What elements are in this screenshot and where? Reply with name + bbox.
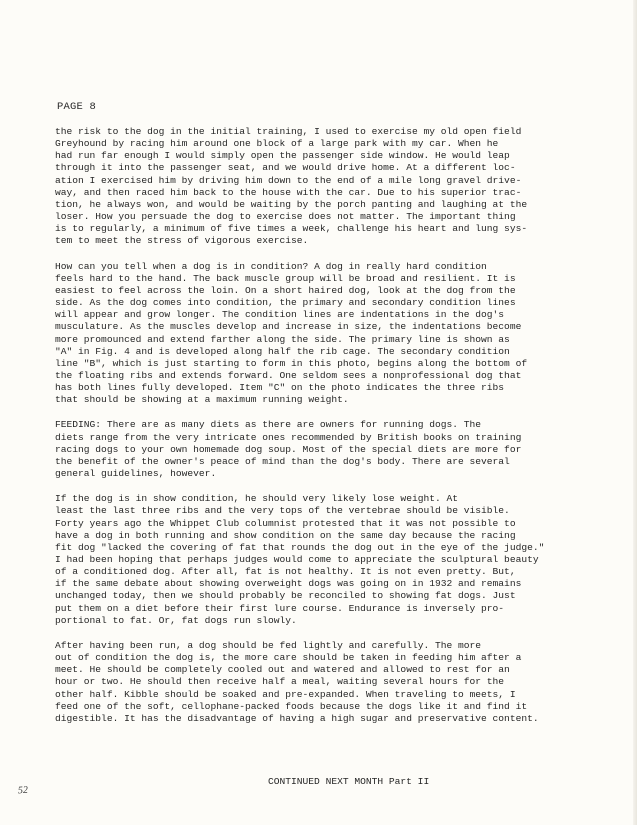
text-line: the benefit of the owner's peace of mind than the dog's body. There are several — [55, 455, 510, 467]
text-line: of a conditioned dog. After all, fat is not healthy. It is not even pretty. But, — [55, 566, 516, 578]
text-line: out of condition the dog is, the more care should be taken in feeding him after a — [55, 652, 522, 664]
text-line: through it into the passenger seat, and we would drive home. At a different loc- — [55, 162, 516, 174]
paragraph — [55, 126, 615, 248]
text-line: easiest to feel across the loin. On a short haired dog, look at the dog from the — [55, 284, 516, 296]
text-line: the floating ribs and extends forward. One seldom sees a nonprofessional dog that — [55, 369, 522, 381]
text-line: racing dogs to your own homemade dog soup. Most of the special diets are more for — [55, 443, 522, 455]
text-line: side. As the dog comes into condition, the primary and secondary condition lines — [55, 297, 516, 309]
text-line: hour or two. He should then receive half a meal, waiting several hours for the — [55, 676, 505, 688]
text-line: portional to fat. Or, fat dogs run slowly. — [55, 614, 297, 626]
paragraph — [55, 640, 615, 725]
paragraph-gap — [55, 248, 615, 261]
text-line: loser. How you persuade the dog to exercise does not matter. The important thing — [55, 211, 516, 223]
paragraph-gap — [55, 480, 615, 493]
page-number: PAGE 8 — [57, 101, 97, 113]
continued-footer: CONTINUED NEXT MONTH Part II — [268, 776, 430, 787]
paragraph — [55, 493, 615, 627]
text-line: other half. Kibble should be soaked and pre-expanded. When traveling to meets, I — [55, 688, 516, 700]
text-line: I had been hoping that perhaps judges would come to appreciate the sculptural beauty — [55, 554, 539, 565]
text-line: is to regularly, a minimum of five times a week, challenge his heart and lung sys- — [55, 223, 528, 235]
text-line: diets range from the very intricate ones recommended by British books on training — [55, 431, 522, 443]
text-line: the risk to the dog in the initial training, I used to exercise my old open field — [55, 126, 522, 137]
text-line: least the last three ribs and the very tops of the vertebrae should be visible. — [55, 505, 510, 517]
page-edge — [633, 0, 637, 825]
text-line: Greyhound by racing him around one block of a large park with my car. When he — [55, 138, 499, 150]
text-line: has both lines fully developed. Item "C" on the photo indicates the three ribs — [55, 382, 505, 394]
text-line: meet. He should be completely cooled out and watered and allowed to rest for an — [55, 664, 510, 676]
paragraph-gap — [55, 406, 615, 419]
article-body — [55, 126, 615, 725]
text-line: had run far enough I would simply open the passenger side window. He would leap — [55, 150, 510, 162]
text-line: that should be showing at a maximum running weight. — [55, 394, 349, 406]
text-line: put them on a diet before their first lure course. Endurance is inversely pro- — [55, 602, 505, 614]
text-line: digestible. It has the disadvantage of having a high sugar and preservative content. — [55, 712, 539, 724]
text-line: feed one of the soft, cellophane-packed foods because the dogs like it and find it — [55, 700, 528, 712]
handwritten-page-note: 52 — [17, 784, 29, 797]
text-line: general guidelines, however. — [55, 468, 217, 480]
text-line: way, and then raced him back to the house with the car. Due to his superior trac- — [55, 186, 522, 198]
paragraph — [55, 261, 615, 407]
text-line: FEEDING: There are as many diets as there are owners for running dogs. The — [55, 419, 482, 431]
text-line: After having been run, a dog should be fed lightly and carefully. The more — [55, 639, 482, 651]
text-line: Forty years ago the Whippet Club columnist protested that it was not possible to — [55, 517, 516, 529]
paragraph-gap — [55, 627, 615, 640]
text-line: tem to meet the stress of vigorous exercise. — [55, 235, 309, 247]
text-line: have a dog in both running and show condition on the same day because the racing — [55, 529, 516, 541]
text-line: How can you tell when a dog is in condition? A dog in really hard condition — [55, 260, 487, 272]
text-line: tion, he always won, and would be waiting by the porch panting and laughing at the — [55, 198, 528, 210]
text-line: more promounced and extend farther along the side. The primary line is shown as — [55, 333, 510, 345]
text-line: will appear and grow longer. The condition lines are indentations in the dog's — [55, 309, 505, 321]
text-line: unchanged today, then we should probably be reconciled to showing fat dogs. Just — [55, 590, 516, 602]
text-line: feels hard to the hand. The back muscle group will be broad and resilient. It is — [55, 272, 516, 284]
paragraph — [55, 419, 615, 480]
text-line: musculature. As the muscles develop and increase in size, the indentations become — [55, 321, 522, 333]
text-line: "A" in Fig. 4 and is developed along half the rib cage. The secondary condition — [55, 345, 510, 357]
text-line: fit dog "lacked the covering of fat that rounds the dog out in the eye of the judge." — [55, 541, 545, 553]
text-line: ation I exercised him by driving him down to the end of a mile long gravel drive- — [55, 174, 522, 186]
text-line: If the dog is in show condition, he should very likely lose weight. At — [55, 493, 459, 505]
text-line: if the same debate about showing overweight dogs was going on in 1932 and remains — [55, 578, 522, 590]
text-line: line "B", which is just starting to form in this photo, begins along the bottom of — [55, 357, 528, 369]
